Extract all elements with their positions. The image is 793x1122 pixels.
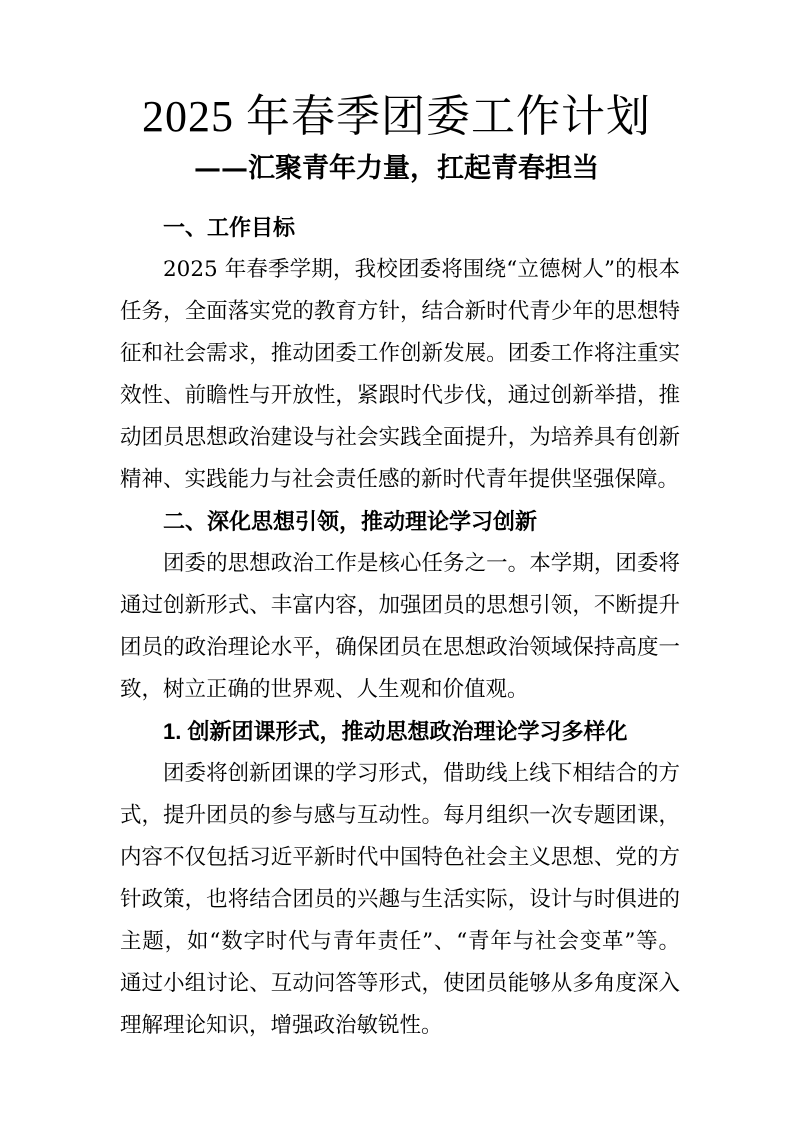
paragraph-line: 任务，全面落实党的教育方针，结合新时代青少年的思想特 — [120, 299, 680, 324]
paragraph-line: 征和社会需求，推动团委工作创新发展。团委工作将注重实 — [120, 341, 680, 366]
paragraph-line: 精神、实践能力与社会责任感的新时代青年提供坚强保障。 — [120, 467, 680, 492]
doc-subtitle: ——汇聚青年力量，扛起青春担当 — [194, 153, 599, 184]
paragraph-line: 致，树立正确的世界观、人生观和价值观。 — [120, 677, 529, 702]
paragraph-line: 理解理论知识，增强政治敏锐性。 — [120, 1013, 443, 1038]
paragraph-line: 针政策，也将结合团员的兴趣与生活实际，设计与时俱进的 — [120, 887, 680, 912]
paragraph-line: 主题，如“数字时代与青年责任”、“青年与社会变革”等。 — [120, 929, 680, 954]
doc-title: 2025 年春季团委工作计划 — [142, 92, 651, 141]
paragraph-line: 通过创新形式、丰富内容，加强团员的思想引领，不断提升 — [120, 593, 680, 618]
section-3-paragraph-1 — [120, 753, 680, 1047]
section-2-heading: 二、深化思想引领，推动理论学习创新 — [163, 509, 538, 534]
section-2-paragraph-1 — [120, 543, 680, 711]
paragraph-line: 团员的政治理论水平，确保团员在思想政治领域保持高度一 — [120, 635, 680, 660]
doc-body — [120, 207, 680, 1047]
paragraph-line: 团委的思想政治工作是核心任务之一。本学期，团委将 — [163, 551, 680, 576]
paragraph-line: 通过小组讨论、互动问答等形式，使团员能够从多角度深入 — [120, 971, 680, 996]
paragraph-line: 2025 年春季学期，我校团委将围绕“立德树人”的根本 — [163, 257, 680, 282]
section-1-paragraph-1 — [120, 249, 680, 501]
paragraph-line: 动团员思想政治建设与社会实践全面提升，为培养具有创新 — [120, 425, 680, 450]
section-1-heading: 一、工作目标 — [163, 215, 296, 240]
paragraph-line: 团委将创新团课的学习形式，借助线上线下相结合的方 — [163, 761, 680, 786]
paragraph-line: 式，提升团员的参与感与互动性。每月组织一次专题团课， — [120, 803, 680, 828]
section-3-heading: 1. 创新团课形式，推动思想政治理论学习多样化 — [163, 719, 628, 744]
paragraph-line: 效性、前瞻性与开放性，紧跟时代步伐，通过创新举措，推 — [120, 383, 680, 408]
paragraph-line: 内容不仅包括习近平新时代中国特色社会主义思想、党的方 — [120, 845, 680, 870]
